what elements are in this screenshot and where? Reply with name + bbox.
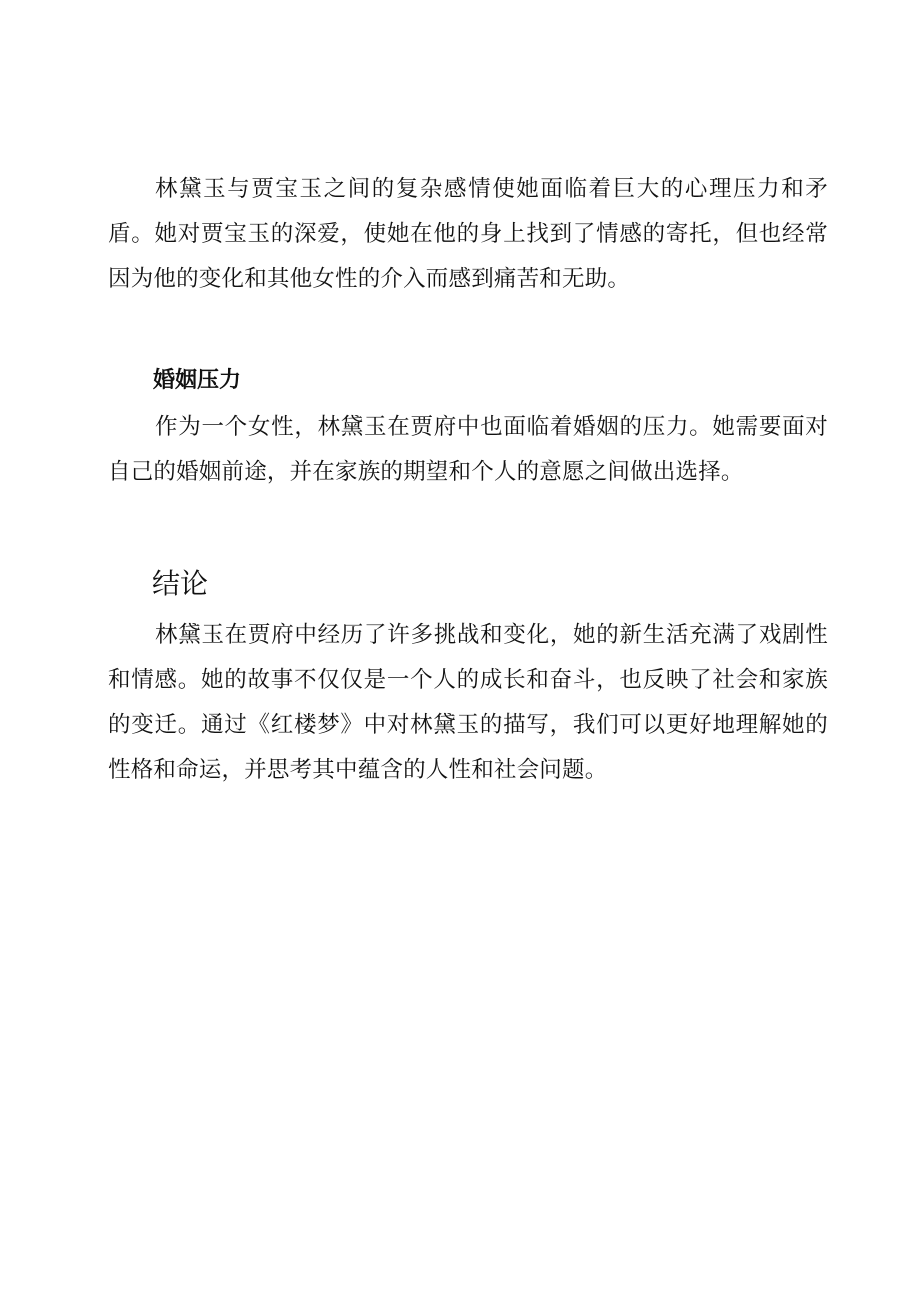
body-paragraph-conclusion: 林黛玉在贾府中经历了许多挑战和变化，她的新生活充满了戏剧性和情感。她的故事不仅仅是一个人的成长和奋斗，也反映了社会和家族的变迁。通过《红楼梦》中对林黛玉的描写，我们可以更好地理解她的性格和命运，并思考其中蕴含的人性和社会问题。: [108, 622, 828, 783]
body-paragraph-marriage-pressure: 作为一个女性，林黛玉在贾府中也面临着婚姻的压力。她需要面对自己的婚姻前途，并在家族的期望和个人的意愿之间做出选择。: [108, 414, 828, 485]
body-paragraph-emotional-conflict: 林黛玉与贾宝玉之间的复杂感情使她面临着巨大的心理压力和矛盾。她对贾宝玉的深爱，使她在他的身上找到了情感的寄托，但也经常因为他的变化和其他女性的介入而感到痛苦和无助。: [108, 176, 828, 292]
section-heading-conclusion: 结论: [152, 567, 209, 600]
section-heading-marriage-pressure: 婚姻压力: [153, 368, 242, 393]
